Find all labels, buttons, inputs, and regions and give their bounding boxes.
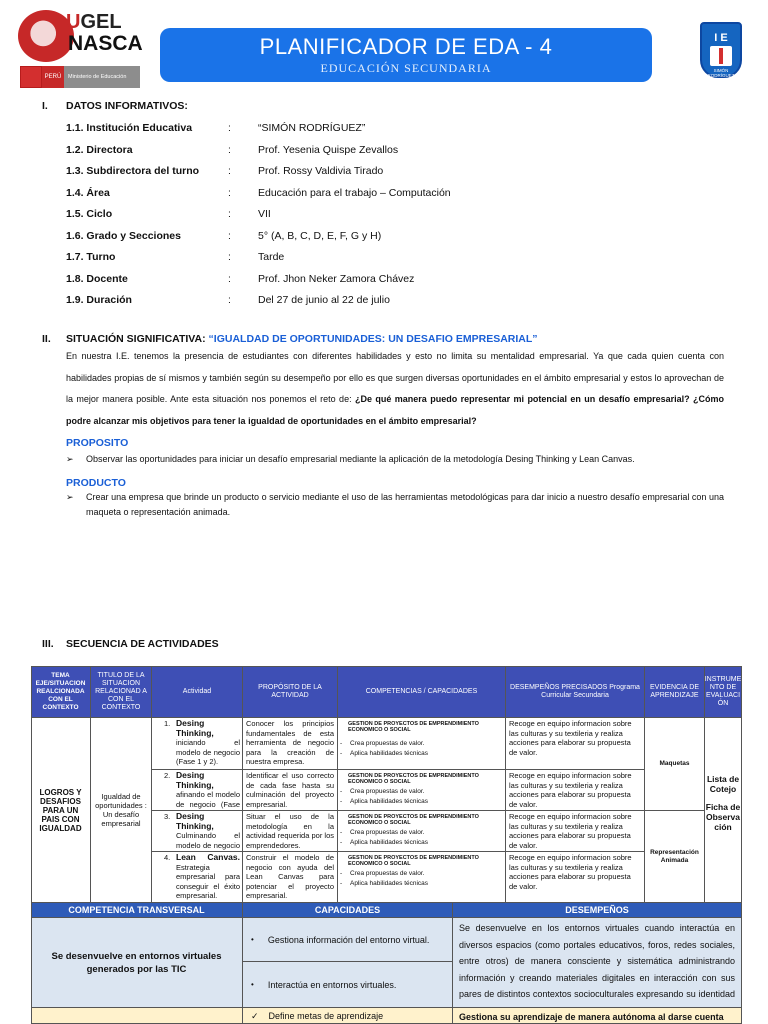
activity-cell: 3. Desing Thinking, Culminando el modelo de negocio — [152, 811, 243, 852]
producto-item: ➢ Crear una empresa que brinde un producto o servicio mediante el uso de las herramientas metodológicas para dar inicio a nuestro desafío empresarial con una maqueta o representación animada. — [66, 492, 724, 517]
activity-cell: 1. Desing Thinking, iniciando el modelo de negocio (Fase 1 y 2). — [152, 718, 243, 770]
ministry-label: Ministerio de Educación — [64, 66, 140, 88]
page-subtitle: EDUCACIÓN SECUNDARIA — [320, 61, 492, 75]
transversal-capacidad-1: • Gestiona información del entorno virtual. — [243, 918, 453, 962]
info-row — [66, 248, 726, 266]
activity-purpose: Situar el uso de la metodología en la actividad requerida por los emprendedores. — [243, 811, 338, 852]
instrumento-cell — [705, 718, 742, 903]
nasca-text: NASCA — [68, 32, 143, 55]
info-colon: : — [228, 273, 231, 285]
info-row — [66, 162, 726, 180]
info-colon: : — [228, 122, 231, 134]
info-colon: : — [228, 187, 231, 199]
bullet-icon: • — [251, 935, 254, 944]
info-value: Educación para el trabajo – Computación — [258, 187, 451, 199]
info-value: Prof. Rossy Valdivia Tirado — [258, 165, 384, 177]
ugel-text: UGEL — [66, 11, 122, 33]
crest-cross-icon — [710, 46, 732, 66]
info-label: 1.3. Subdirectora del turno — [66, 165, 200, 177]
school-crest-letters: I E — [714, 32, 728, 44]
info-label: 1.9. Duración — [66, 294, 132, 306]
proposito-item: ➢ Observar las oportunidades para iniciar un desafío empresarial mediante la aplicación de la metodología Desing Thinking y Lean Canvas. — [66, 452, 724, 467]
section-3-heading: III. SECUENCIA DE ACTIVIDADES — [42, 638, 219, 650]
info-colon: : — [228, 251, 231, 263]
proposito-heading: PROPOSITO — [66, 437, 129, 449]
info-value: Del 27 de junio al 22 de julio — [258, 294, 390, 306]
evidencia-maquetas: Maquetas — [645, 718, 705, 811]
section-1-heading: I. DATOS INFORMATIVOS: — [42, 100, 188, 112]
activity-competencias: GESTION DE PROYECTOS DE EMPRENDIMIENTO ECONOMICO O SOCIAL - Crea propuestas de valor. - Aplica habilidades técnicas — [338, 718, 506, 770]
info-row — [66, 227, 726, 245]
header-competencias: COMPETENCIAS / CAPACIDADES — [338, 666, 506, 718]
activity-purpose: Identificar el uso correcto de cada fase hasta su culminación del proyecto empresarial. — [243, 770, 338, 811]
info-label: 1.6. Grado y Secciones — [66, 230, 181, 242]
info-row — [66, 141, 726, 159]
activity-competencias: GESTION DE PROYECTOS DE EMPRENDIMIENTO ECONOMICO O SOCIAL - Crea propuestas de valor. - Aplica habilidades técnicas — [338, 811, 506, 852]
info-row — [66, 291, 726, 309]
producto-heading: PRODUCTO — [66, 477, 126, 489]
activity-desempeno: Recoge en equipo informacion sobre las culturas y su textileria y realiza acciones para elaborar su propuesta de valor. — [506, 811, 645, 852]
info-row — [66, 205, 726, 223]
info-colon: : — [228, 208, 231, 220]
activity-desempeno: Recoge en equipo informacion sobre las culturas y su textileria y realiza acciones para elaborar su propuesta de valor. — [506, 770, 645, 811]
instrumento-lista: Lista de Cotejo — [706, 774, 740, 794]
info-colon: : — [228, 230, 231, 242]
transversal-header-capacidades: CAPACIDADES — [243, 903, 453, 918]
info-colon: : — [228, 294, 231, 306]
page-title: PLANIFICADOR DE EDA - 4 — [259, 34, 553, 59]
transversal-header-competencia: COMPETENCIA TRANSVERSAL — [31, 903, 243, 918]
info-label: 1.5. Ciclo — [66, 208, 113, 220]
peru-shield-icon — [20, 66, 42, 88]
info-label: 1.2. Directora — [66, 144, 133, 156]
arrow-bullet-icon: ➢ — [66, 492, 74, 502]
activity-cell: 4. Lean Canvas. Estrategia empresarial para conseguir el éxito empresarial. — [152, 852, 243, 903]
activity-purpose: Conocer los principios fundamentales de esta herramienta de negocio para la creación de nuestra empresa. — [243, 718, 338, 770]
info-value: Prof. Yesenia Quispe Zevallos — [258, 144, 399, 156]
transversal-2-capacidad: ✓ Define metas de aprendizaje — [243, 1008, 453, 1024]
info-value: “SIMÓN RODRÍGUEZ” — [258, 122, 366, 134]
info-colon: : — [228, 165, 231, 177]
info-row — [66, 270, 726, 288]
peru-label: PERÚ — [42, 66, 64, 88]
check-icon: ✓ — [251, 1011, 259, 1021]
situation-paragraph: En nuestra I.E. tenemos la presencia de estudiantes con diferentes habilidades y esto no limita su mentalidad empresarial. Ya que cada quien cuenta con habilidades propias de sí mismos y también según su desempeño por ello es que surgen diversas oportunidades en el ámbito empresarial y estos lo aprovechan de la mejor manera posible. Ante esta situación nos ponemos el reto de: ¿De qué manera puedo representar mi potencial en un desafío empresarial? ¿Cómo podre alcanzar mis objetivos para tener la igualdad de oportunidades en el ámbito empresarial? — [66, 351, 724, 426]
header-desempenos: DESEMPEÑOS PRECISADOS Programa Curricular Secundaria — [506, 666, 645, 718]
title-banner — [160, 28, 652, 82]
bullet-icon: • — [251, 980, 254, 989]
titulo-cell: Igualdad de oportunidades : Un desafío empresarial — [91, 718, 152, 903]
header-actividad: Actividad — [152, 666, 243, 718]
transversal-2-competencia — [31, 1008, 243, 1024]
info-label: 1.4. Área — [66, 187, 110, 199]
tema-cell: LOGROS Y DESAFIOS PARA UN PAIS CON IGUALDAD — [31, 718, 91, 903]
arrow-bullet-icon: ➢ — [66, 454, 74, 464]
transversal-2-desempeno: Gestiona su aprendizaje de manera autónoma al darse cuenta — [453, 1008, 742, 1024]
ugel-nasca-logo — [18, 10, 143, 86]
activity-competencias: GESTION DE PROYECTOS DE EMPRENDIMIENTO ECONOMICO O SOCIAL - Crea propuestas de valor. - Aplica habilidades técnicas — [338, 852, 506, 903]
info-value: VII — [258, 208, 271, 220]
header-proposito: PROPÓSITO DE LA ACTIVIDAD — [243, 666, 338, 718]
info-label: 1.1. Institución Educativa — [66, 122, 193, 134]
school-crest-icon — [700, 22, 742, 83]
info-value: Prof. Jhon Neker Zamora Chávez — [258, 273, 415, 285]
header-evidencia: EVIDENCIA DE APRENDIZAJE — [645, 666, 705, 718]
transversal-capacidad-2: • Interactúa en entornos virtuales. — [243, 962, 453, 1008]
info-value: 5° (A, B, C, D, E, F, G y H) — [258, 230, 382, 242]
info-row — [66, 184, 726, 202]
activity-purpose: Construir el modelo de negocio con ayuda del Lean Canvas para potenciar el proyecto empresarial. — [243, 852, 338, 903]
transversal-desempeno: Se desenvuelve en los entornos virtuales cuando interactúa en diversos espacios (como portales educativos, foros, redes sociales, entre otros) de manera consciente y sistemática administrando información y creando materiales digitales en interacción con sus pares de distintos contextos socioculturales expresando su identidad — [453, 918, 742, 1008]
school-crest-caption: SIMÓN RODRÍGUEZ NASCA — [707, 68, 735, 83]
activity-desempeno: Recoge en equipo informacion sobre las culturas y su textileria y realiza acciones para elaborar su propuesta de valor. — [506, 852, 645, 903]
activity-desempeno: Recoge en equipo informacion sobre las culturas y su textileria y realiza acciones para elaborar su propuesta de valor. — [506, 718, 645, 770]
activity-competencias: GESTION DE PROYECTOS DE EMPRENDIMIENTO ECONOMICO O SOCIAL - Crea propuestas de valor. - Aplica habilidades técnicas — [338, 770, 506, 811]
info-label: 1.7. Turno — [66, 251, 116, 263]
header-titulo: TITULO DE LA SITUACION RELACIONAD A CON EL CONTEXTO — [91, 666, 152, 718]
info-label: 1.8. Docente — [66, 273, 128, 285]
activity-cell: 2. Desing Thinking, afinando el modelo de negocio (Fase — [152, 770, 243, 811]
evidencia-animada: Representación Animada — [645, 811, 705, 903]
transversal-competencia: Se desenvuelve en entornos virtuales generados por las TIC — [31, 918, 243, 1008]
info-value: Tarde — [258, 251, 285, 263]
minedu-strip — [20, 66, 140, 88]
instrumento-ficha: Ficha de Observa ción — [705, 802, 741, 832]
header-instrumento: INSTRUME NTO DE EVALUACI ÓN — [705, 666, 742, 718]
info-row — [66, 119, 726, 137]
activities-table — [31, 666, 742, 1024]
section-2-heading: II. SITUACIÓN SIGNIFICATIVA: “IGUALDAD DE OPORTUNIDADES: UN DESAFIO EMPRESARIAL” — [42, 333, 538, 345]
transversal-header-desempenos: DESEMPEÑOS — [453, 903, 742, 918]
info-colon: : — [228, 144, 231, 156]
header-tema: TEMA EJE/SITUACION REALCIONADA CON EL CONTEXTO — [31, 666, 91, 718]
